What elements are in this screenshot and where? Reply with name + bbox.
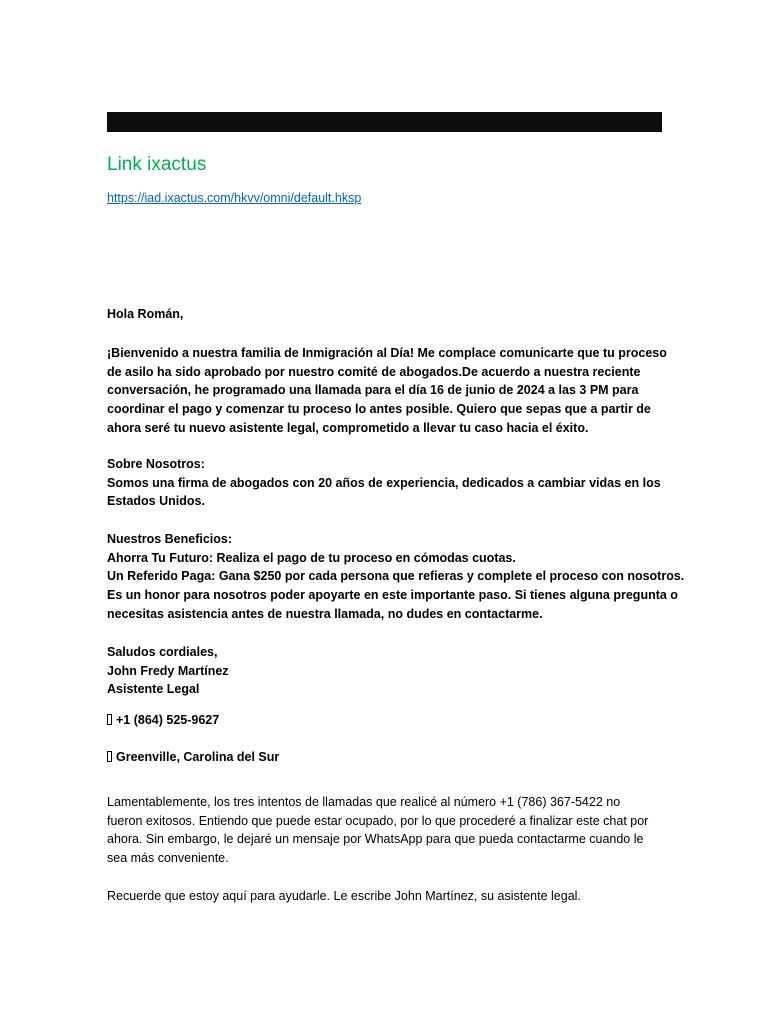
document-heading: Link ixactus [107,154,207,175]
header-bar [107,112,662,132]
signature-name: John Fredy Martínez [107,663,229,678]
benefits-line: necesitas asistencia antes de nuestra llamada, no dudes en contactarme. [107,606,543,621]
about-section [107,455,661,511]
followup-line: Lamentablemente, los tres intentos de llamadas que realicé al número +1 (786) 367-5422 no [107,795,621,809]
phone-line [107,711,219,730]
welcome-line: ¡Bienvenido a nuestra familia de Inmigración al Día! Me complace comunicarte que tu proceso [107,346,667,360]
greeting: Hola Román, [107,307,184,321]
benefits-line: Ahorra Tu Futuro: Realiza el pago de tu proceso en cómodas cuotas. [107,550,516,565]
welcome-line: de asilo ha sido aprobado por nuestro comité de abogados.De acuerdo a nuestra reciente [107,364,641,379]
about-line: Somos una firma de abogados con 20 años de experiencia, dedicados a cambiar vidas en los [107,475,661,490]
phone-number: +1 (864) 525-9627 [116,713,220,727]
closing-line: Recuerde que estoy aquí para ayudarle. Le escribe John Martínez, su asistente legal. [107,889,581,903]
followup-line: ahora. Sin embargo, le dejaré un mensaje por WhatsApp para que pueda contactarme cuando le [107,832,644,847]
location-line [107,748,279,767]
signature-salutation: Saludos cordiales, [107,645,218,659]
benefits-section [107,530,684,624]
benefits-title: Nuestros Beneficios: [107,532,233,546]
welcome-line: conversación, he programado una llamada para el día 16 de junio de 2024 a las 3 PM para [107,383,639,398]
about-line: Estados Unidos. [107,494,205,509]
about-title: Sobre Nosotros: [107,457,205,471]
followup-line: fueron exitosos. Entiendo que puede estar ocupado, por lo que procederé a finalizar este chat por [107,813,649,828]
location-icon [107,751,112,762]
welcome-line: coordinar el pago y comenzar tu proceso lo antes posible. Quiero que sepas que a partir de [107,402,651,417]
signature-role: Asistente Legal [107,682,200,697]
followup-paragraph [107,793,648,868]
welcome-paragraph [107,344,667,438]
location-text: Greenville, Carolina del Sur [116,750,280,764]
benefits-line: Un Referido Paga: Gana $250 por cada persona que refieras y complete el proceso con nosotros. [107,569,685,584]
followup-line: sea más conveniente. [107,851,229,866]
welcome-line: ahora seré tu nuevo asistente legal, comprometido a llevar tu caso hacia el éxito. [107,420,589,435]
benefits-line: Es un honor para nosotros poder apoyarte en este importante paso. Si tienes alguna pregunta o [107,588,678,603]
phone-icon [107,714,112,725]
ixactus-link[interactable]: https://iad.ixactus.com/hkvv/omni/default.hksp [107,191,362,205]
signature-block [107,643,229,699]
